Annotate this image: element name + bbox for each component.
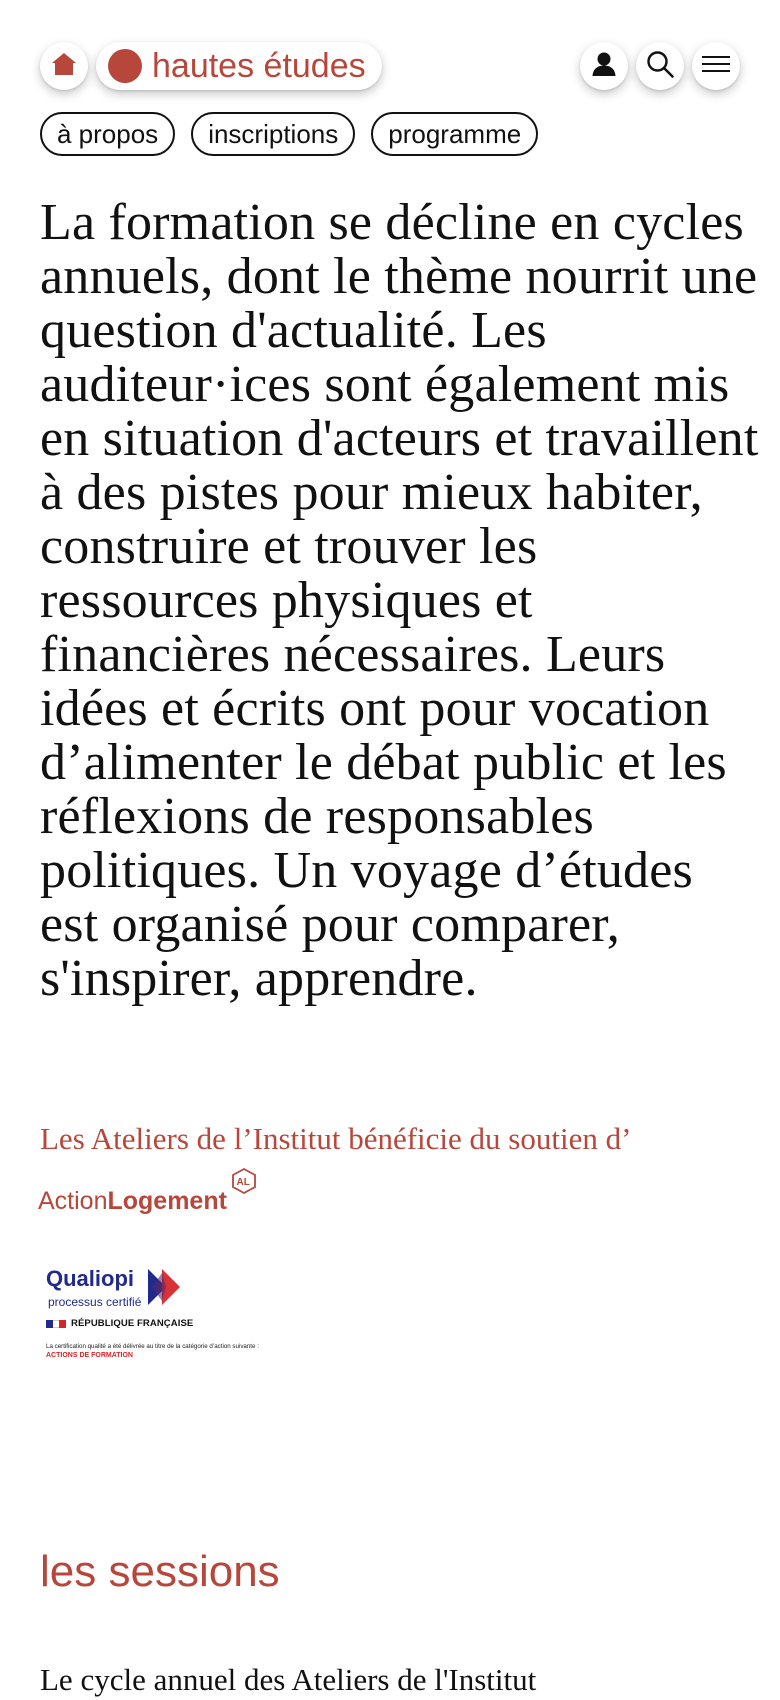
- brand-label: hautes études: [152, 47, 366, 85]
- user-icon: [590, 50, 618, 83]
- qualiopi-category: ACTIONS DE FORMATION: [46, 1352, 133, 1359]
- sessions-heading: les sessions: [40, 1547, 280, 1596]
- republique-label: RÉPUBLIQUE FRANÇAISE: [71, 1318, 194, 1329]
- action-logement-part2: Logement: [107, 1187, 227, 1215]
- french-flag-icon: [46, 1320, 66, 1328]
- action-logement-part1: Action: [38, 1187, 108, 1215]
- qualiopi-certification-note: La certification qualité a été délivrée au titre de la catégorie d’action suivante :: [46, 1343, 259, 1350]
- action-logement-mark-text: AL: [236, 1177, 250, 1188]
- search-button[interactable]: [636, 42, 684, 90]
- account-button[interactable]: [580, 42, 628, 90]
- section-nav: [40, 112, 538, 156]
- republique-francaise: [46, 1318, 193, 1329]
- home-button[interactable]: [40, 42, 88, 90]
- action-logement-logo[interactable]: [38, 1166, 257, 1214]
- search-icon: [645, 49, 675, 84]
- nav-a-propos[interactable]: à propos: [40, 112, 175, 156]
- nav-programme[interactable]: programme: [371, 112, 538, 156]
- brand-link[interactable]: [96, 42, 382, 90]
- top-bar: [40, 40, 740, 92]
- hamburger-menu-icon: [701, 52, 731, 81]
- qualiopi-title: Qualiopi: [46, 1266, 134, 1291]
- qualiopi-arrows-icon: [148, 1269, 184, 1310]
- sessions-intro: Le cycle annuel des Ateliers de l'Institut: [40, 1662, 537, 1697]
- qualiopi-logo: [46, 1268, 316, 1364]
- support-note: Les Ateliers de l’Institut bénéficie du soutien d’: [40, 1121, 632, 1156]
- menu-button[interactable]: [692, 42, 740, 90]
- qualiopi-subtitle: processus certifié: [48, 1295, 142, 1309]
- nav-inscriptions[interactable]: inscriptions: [191, 112, 355, 156]
- intro-paragraph: La formation se décline en cycles annuels, dont le thème nourrit une question d'actualité. Les auditeur·ices sont également mis en situation d'acteurs et travaillent à des pistes pour mieux habiter, construire et trouver les ressources physiques et financières nécessaires. Leurs idées et écrits ont pour vocation d’alimenter le débat public et les réflexions de responsables politiques. Un voyage d’études est organisé pour comparer, s'inspirer, apprendre.: [40, 194, 759, 1007]
- brand-dot-icon: [108, 49, 142, 83]
- house-icon: [50, 50, 78, 83]
- action-logement-wordmark: [38, 1189, 227, 1214]
- action-logement-mark-icon: [231, 1167, 257, 1200]
